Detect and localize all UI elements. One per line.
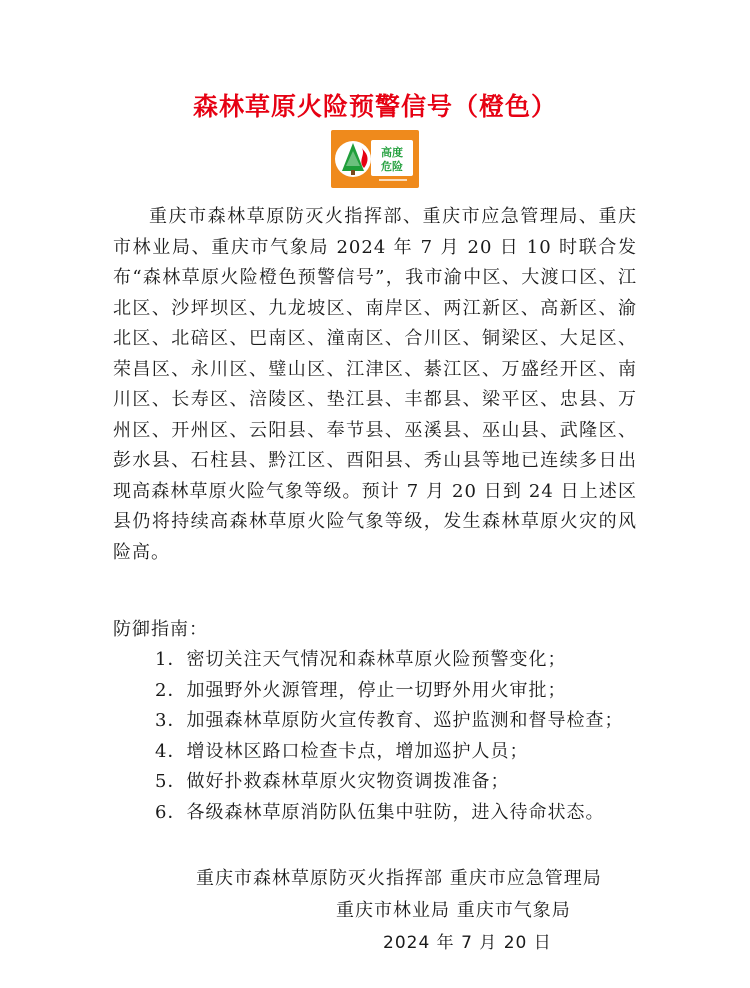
forest-fire-danger-icon <box>331 130 419 188</box>
guide-item: 1．密切关注天气情况和森林草原火险预警变化； <box>155 649 567 670</box>
signature-date: 2024 年 7 月 20 日 <box>383 933 552 953</box>
guide-item: 4．增设林区路口检查卡点，增加巡护人员； <box>155 740 529 762</box>
defense-guide-list <box>155 645 623 829</box>
warning-announcement-paragraph: 重庆市森林草原防灭火指挥部、重庆市应急管理局、重庆市林业局、重庆市气象局 2024 年 7 月 20 日 10 时联合发布“森林草原火险橙色预警信号”，我市渝中区、大渡口区、江北区、沙坪坝区、九龙坡区、南岸区、两江新区、高新区、渝北区、北碚区、巴南区、潼南区、合川区、铜梁区、大足区、荣昌区、永川区、璧山区、江津区、綦江区、万盛经开区、南川区、长寿区、涪陵区、垫江县、丰都县、梁平区、忠县、万州区、开州区、云阳县、奉节县、巫溪县、巫山县、武隆区、彭水县、石柱县、黔江区、酉阳县、秀山县等地已连续多日出现高森林草原火险气象等级。预计 7 月 20 日到 24 日上述区县仍将持续高森林草原火险气象等级，发生森林草原火灾的风险高。 <box>113 206 637 563</box>
page-title: 森林草原火险预警信号（橙色） <box>192 91 557 121</box>
signature-issuers-line1: 重庆市森林草原防灭火指挥部 重庆市应急管理局 <box>196 868 602 889</box>
badge-text-line1: 高度 <box>381 146 403 159</box>
fire-danger-badge <box>331 130 419 188</box>
badge-text-line2: 危险 <box>381 160 403 173</box>
guide-item: 6．各级森林草原消防队伍集中驻防，进入待命状态。 <box>155 801 605 823</box>
signature-issuers-line2: 重庆市林业局 重庆市气象局 <box>336 900 571 921</box>
defense-guide-heading: 防御指南： <box>113 619 208 640</box>
guide-item: 5．做好扑救森林草原火灾物资调拨准备； <box>155 771 510 793</box>
guide-item: 2．加强野外火源管理，停止一切野外用火审批； <box>155 679 567 701</box>
guide-item: 3．加强森林草原防火宣传教育、巡护监测和督导检查； <box>155 710 624 732</box>
